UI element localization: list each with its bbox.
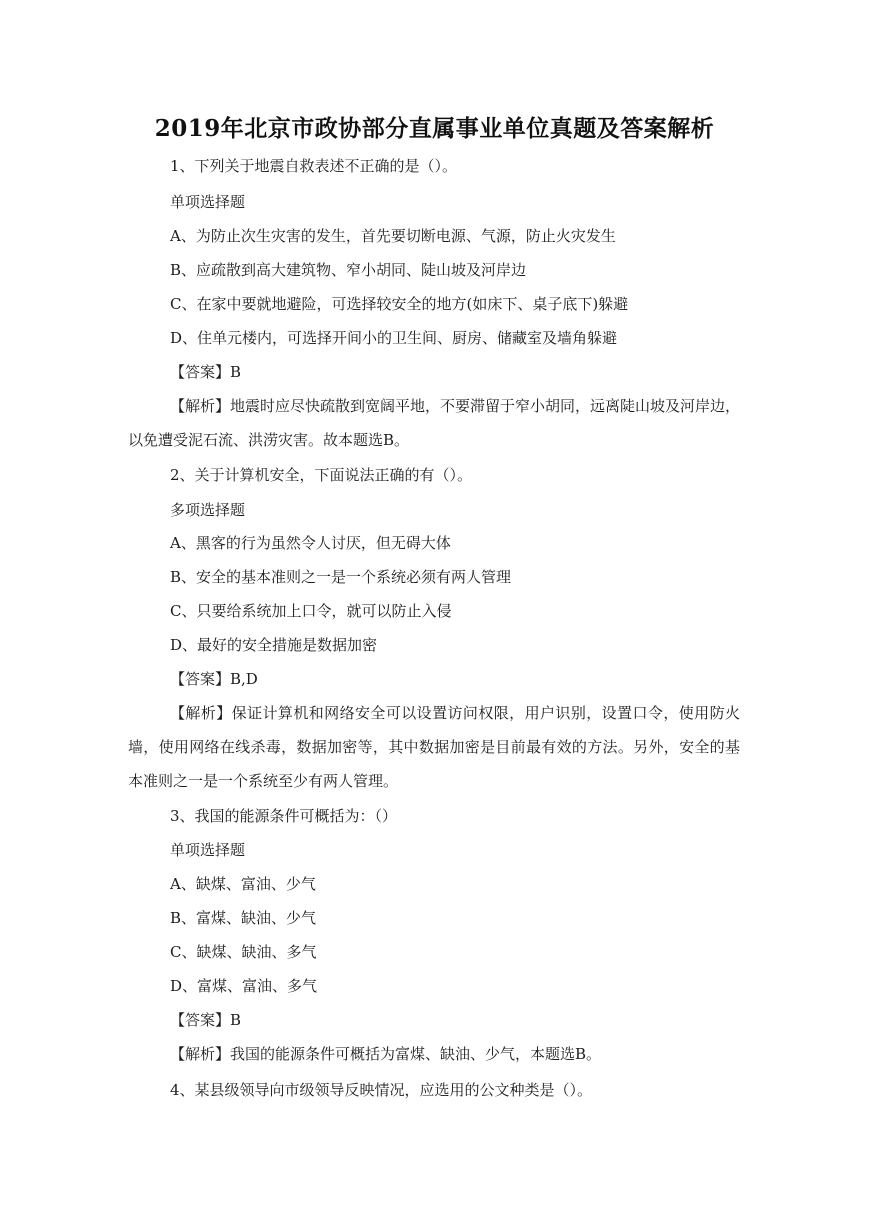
- question-1-option-c: C、在家中要就地避险，可选择较安全的地方(如床下、桌子底下)躲避: [170, 295, 629, 313]
- question-2-analysis: 【解析】保证计算机和网络安全可以设置访问权限，用户识别，设置口令，使用防火墙，使用网络在线杀毒，数据加密等，其中数据加密是目前最有效的方法。另外，安全的基本准则之一是一个系统至少有两人管理。: [128, 704, 740, 790]
- question-2-answer: 【答案】B,D: [170, 670, 258, 688]
- question-3-type: 单项选择题: [170, 841, 246, 859]
- question-2-option-d: D、最好的安全措施是数据加密: [170, 636, 378, 654]
- question-3-option-a: A、缺煤、富油、少气: [170, 875, 316, 893]
- question-1-option-a: A、为防止次生灾害的发生，首先要切断电源、气源，防止火灾发生: [170, 227, 616, 245]
- question-2-option-c: C、只要给系统加上口令，就可以防止入侵: [170, 602, 452, 620]
- question-1-answer: 【答案】B: [170, 363, 242, 381]
- question-1-analysis: 【解析】地震时应尽快疏散到宽阔平地，不要滞留于窄小胡同，远离陡山坡及河岸边，以免遭受泥石流、洪涝灾害。故本题选B。: [128, 397, 741, 449]
- question-3-answer: 【答案】B: [170, 1011, 242, 1029]
- question-3-stem: 3、我国的能源条件可概括为：（）: [170, 807, 398, 825]
- question-2-option-b: B、安全的基本准则之一是一个系统必须有两人管理: [170, 568, 512, 586]
- question-3-option-c: C、缺煤、缺油、多气: [170, 943, 317, 961]
- question-3-option-d: D、富煤、富油、多气: [170, 977, 318, 995]
- page-title: 2019年北京市政协部分直属事业单位真题及答案解析: [154, 115, 715, 142]
- question-1-option-d: D、住单元楼内，可选择开间小的卫生间、厨房、储藏室及墙角躲避: [170, 329, 618, 347]
- question-2-type: 多项选择题: [170, 501, 246, 519]
- question-4-stem: 4、某县级领导向市级领导反映情况，应选用的公文种类是（）。: [170, 1081, 593, 1099]
- question-3-option-b: B、富煤、缺油、少气: [170, 909, 317, 927]
- question-2-stem: 2、关于计算机安全，下面说法正确的有（）。: [170, 466, 473, 484]
- question-1-stem: 1、下列关于地震自救表述不正确的是（）。: [170, 157, 458, 175]
- question-1-option-b: B、应疏散到高大建筑物、窄小胡同、陡山坡及河岸边: [170, 261, 527, 279]
- question-2-option-a: A、黑客的行为虽然令人讨厌，但无碍大体: [170, 534, 451, 552]
- question-3-analysis: 【解析】我国的能源条件可概括为富煤、缺油、少气，本题选B。: [170, 1045, 602, 1063]
- question-1-type: 单项选择题: [170, 193, 246, 211]
